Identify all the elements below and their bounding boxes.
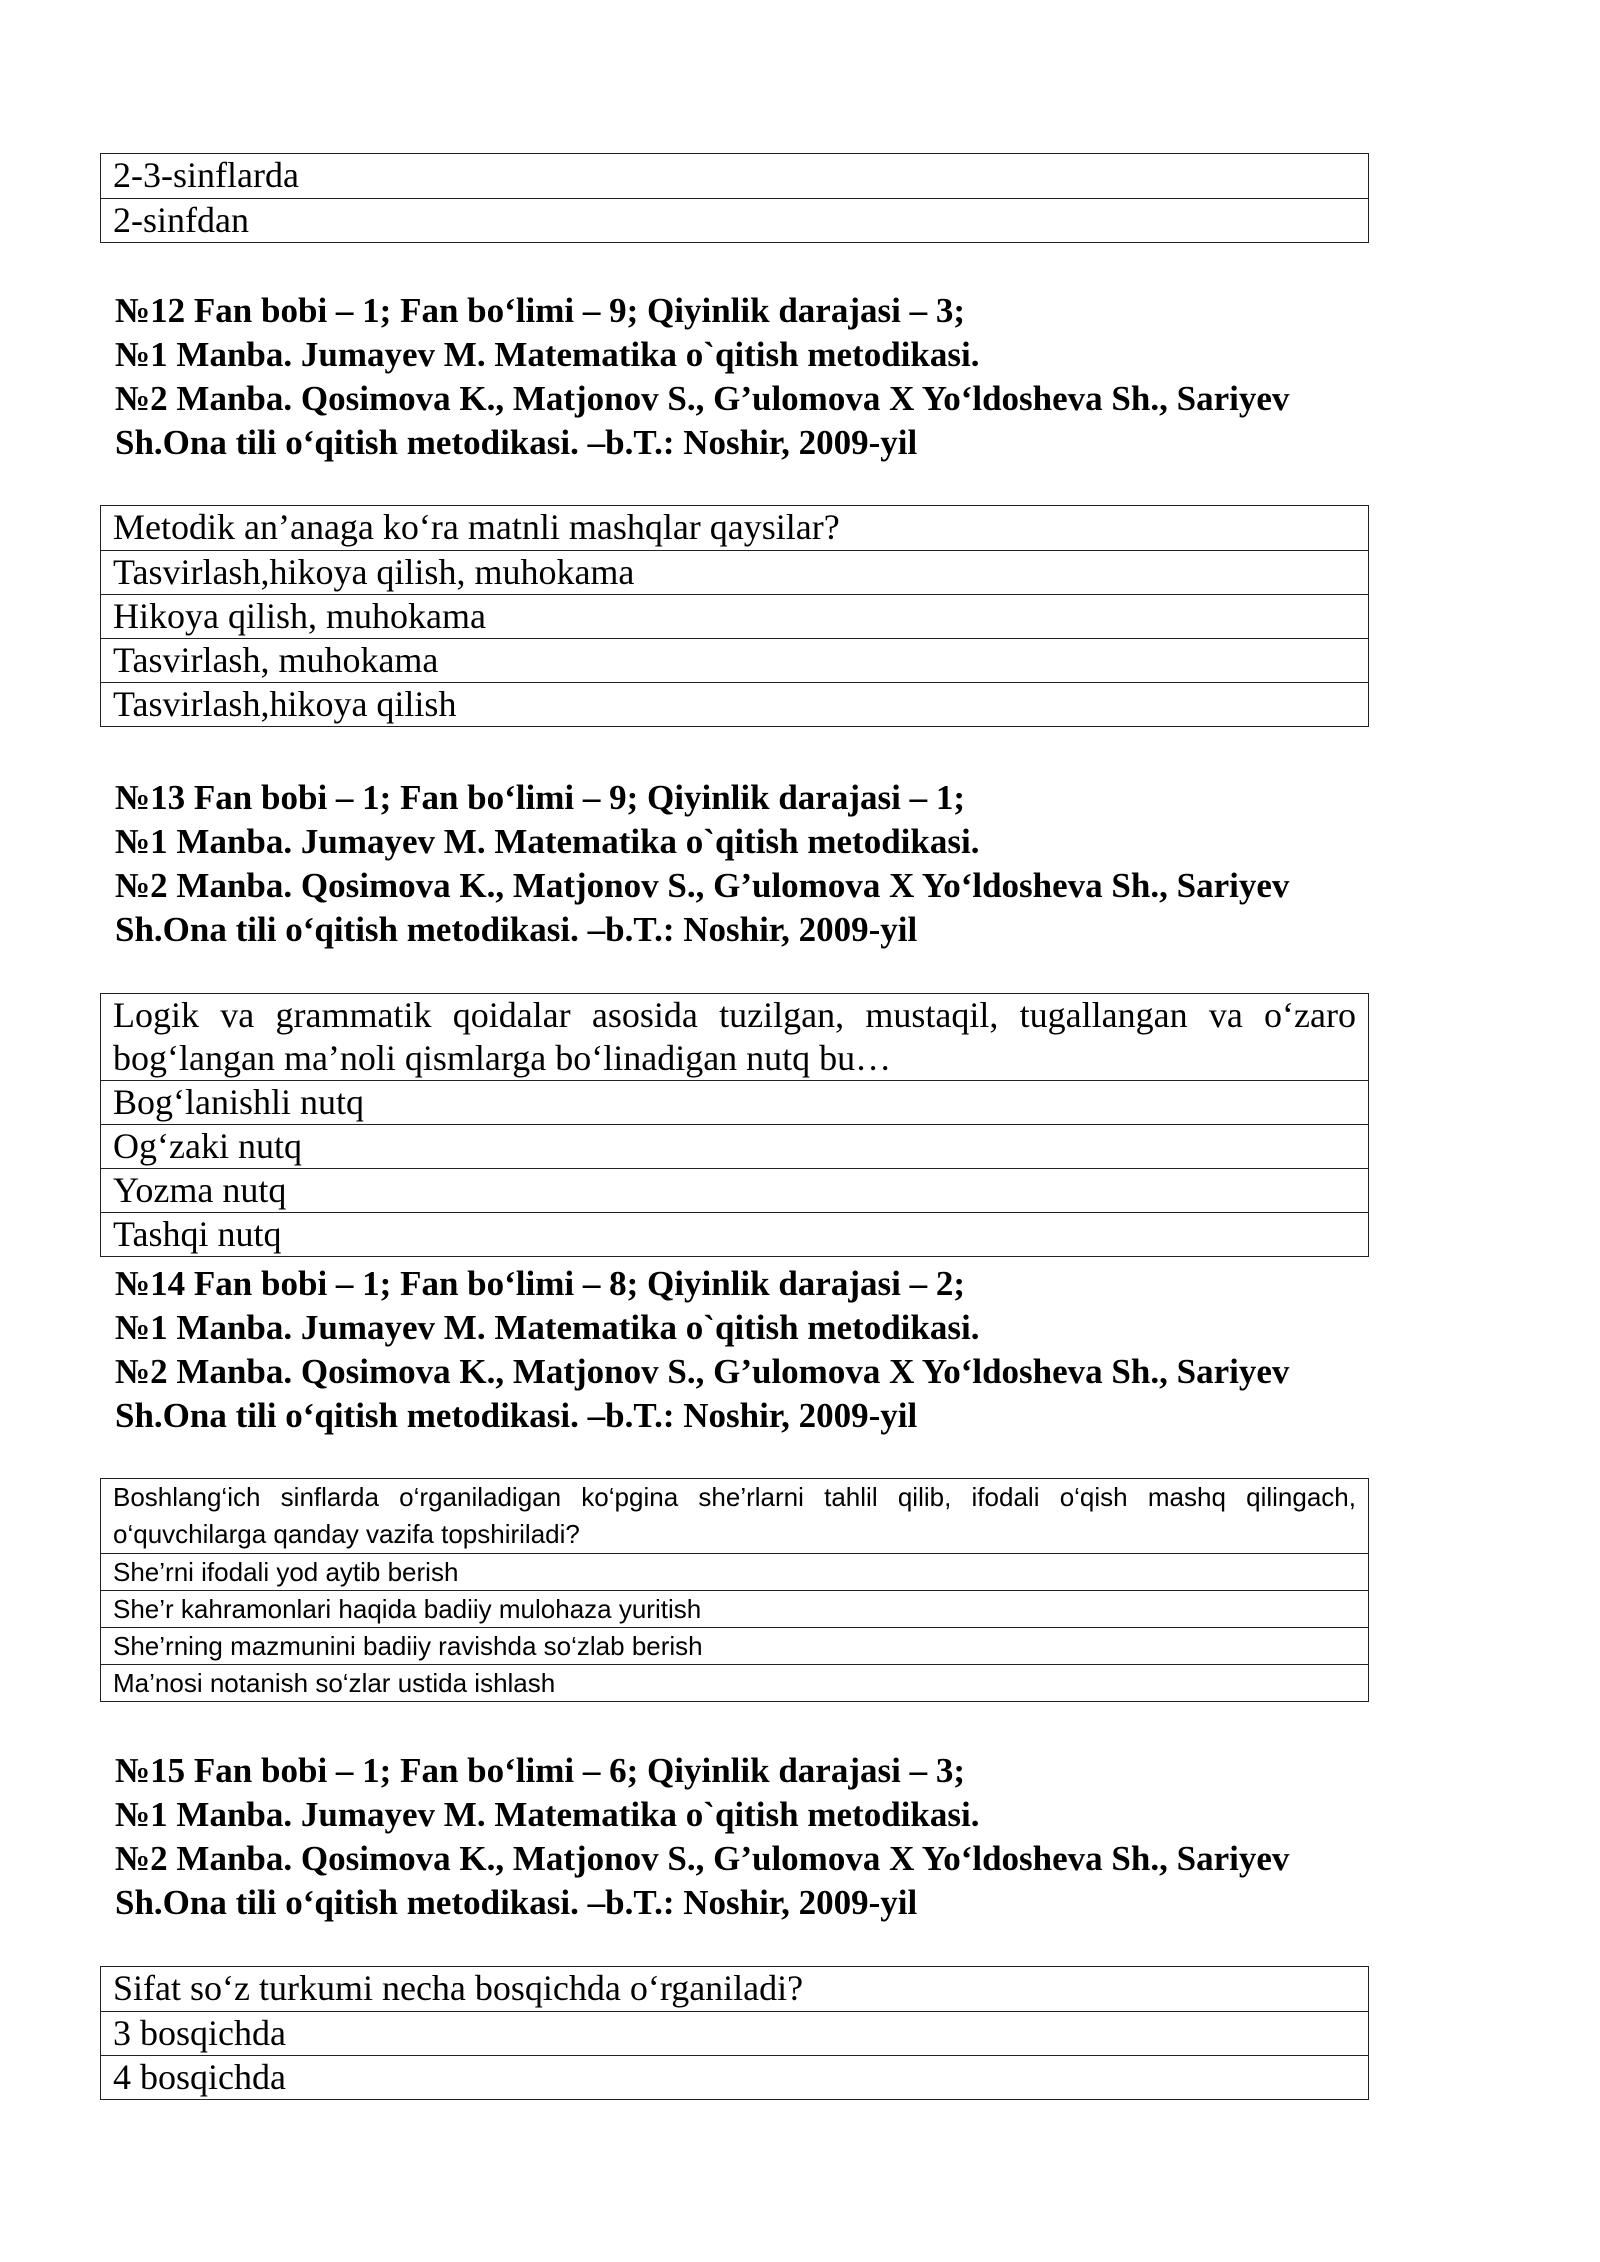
question-text: Logik va grammatik qoidalar asosida tuzilgan, mustaqil, tugallangan va o‘zaro bog‘langan ma’noli qismlarga bo‘linadigan nutq bu… — [113, 995, 1356, 1078]
answer-option: Og‘zaki nutq — [101, 1124, 1368, 1168]
answer-option: She’rning mazmunini badiiy ravishda so‘zlab berish — [101, 1627, 1368, 1664]
header-line: Sh.Ona tili o‘qitish metodikasi. –b.T.: Noshir, 2009-yil — [115, 1396, 918, 1435]
answer-option: Yozma nutq — [101, 1168, 1368, 1212]
question-header-12 — [115, 289, 1415, 465]
header-line: №14 Fan bobi – 1; Fan bo‘limi – 8; Qiyinlik darajasi – 2; — [115, 1264, 965, 1303]
question-table-15 — [100, 1966, 1369, 2100]
answer-option: Bog‘lanishli nutq — [101, 1080, 1368, 1124]
header-line: №2 Manba. Qosimova K., Matjonov S., G’ulomova X Yo‘ldosheva Sh., Sariyev — [115, 379, 1290, 418]
header-line: №13 Fan bobi – 1; Fan bo‘limi – 9; Qiyinlik darajasi – 1; — [115, 778, 965, 817]
answer-option: 2-3-sinflarda — [113, 155, 299, 195]
answer-option: Tashqi nutq — [101, 1212, 1368, 1256]
question-header-14 — [115, 1262, 1415, 1438]
question-text: Metodik an’anaga ko‘ra matnli mashqlar qaysilar? — [113, 507, 840, 547]
header-line: №1 Manba. Jumayev M. Matematika o`qitish metodikasi. — [115, 1308, 980, 1347]
question-text: Boshlang‘ich sinflarda o‘rganiladigan ko‘pgina she’rlarni tahlil qilib, ifodali o‘qish mashq qilingach, o‘quvchilarga qanday vazifa topshiriladi? — [113, 1482, 1356, 1549]
header-line: Sh.Ona tili o‘qitish metodikasi. –b.T.: Noshir, 2009-yil — [115, 910, 918, 949]
answer-table-top — [100, 153, 1369, 243]
question-table-13 — [100, 993, 1369, 1257]
answer-option: Hikoya qilish, muhokama — [101, 594, 1368, 638]
answer-option: Ma’nosi notanish so‘zlar ustida ishlash — [101, 1664, 1368, 1701]
answer-option: 2-sinfdan — [101, 198, 1368, 242]
question-header-13 — [115, 776, 1415, 952]
answer-option: Tasvirlash,hikoya qilish — [101, 682, 1368, 726]
header-line: №15 Fan bobi – 1; Fan bo‘limi – 6; Qiyinlik darajasi – 3; — [115, 1751, 965, 1790]
header-line: №1 Manba. Jumayev M. Matematika o`qitish metodikasi. — [115, 335, 980, 374]
header-line: №1 Manba. Jumayev M. Matematika o`qitish metodikasi. — [115, 1795, 980, 1834]
header-line: №12 Fan bobi – 1; Fan bo‘limi – 9; Qiyinlik darajasi – 3; — [115, 291, 965, 330]
answer-option: She’rni ifodali yod aytib berish — [101, 1553, 1368, 1590]
question-header-15 — [115, 1749, 1415, 1925]
answer-option: She’r kahramonlari haqida badiiy mulohaza yuritish — [101, 1590, 1368, 1627]
header-line: Sh.Ona tili o‘qitish metodikasi. –b.T.: Noshir, 2009-yil — [115, 423, 918, 462]
header-line: Sh.Ona tili o‘qitish metodikasi. –b.T.: Noshir, 2009-yil — [115, 1883, 918, 1922]
question-table-14 — [100, 1478, 1369, 1702]
answer-option: Tasvirlash, muhokama — [101, 638, 1368, 682]
header-line: №2 Manba. Qosimova K., Matjonov S., G’ulomova X Yo‘ldosheva Sh., Sariyev — [115, 866, 1290, 905]
question-text: Sifat so‘z turkumi necha bosqichda o‘rganiladi? — [113, 1968, 804, 2008]
answer-option: Tasvirlash,hikoya qilish, muhokama — [101, 550, 1368, 594]
question-table-12 — [100, 505, 1369, 727]
header-line: №1 Manba. Jumayev M. Matematika o`qitish metodikasi. — [115, 822, 980, 861]
header-line: №2 Manba. Qosimova K., Matjonov S., G’ulomova X Yo‘ldosheva Sh., Sariyev — [115, 1839, 1290, 1878]
answer-option: 4 bosqichda — [101, 2055, 1368, 2099]
answer-option: 3 bosqichda — [101, 2011, 1368, 2055]
header-line: №2 Manba. Qosimova K., Matjonov S., G’ulomova X Yo‘ldosheva Sh., Sariyev — [115, 1352, 1290, 1391]
